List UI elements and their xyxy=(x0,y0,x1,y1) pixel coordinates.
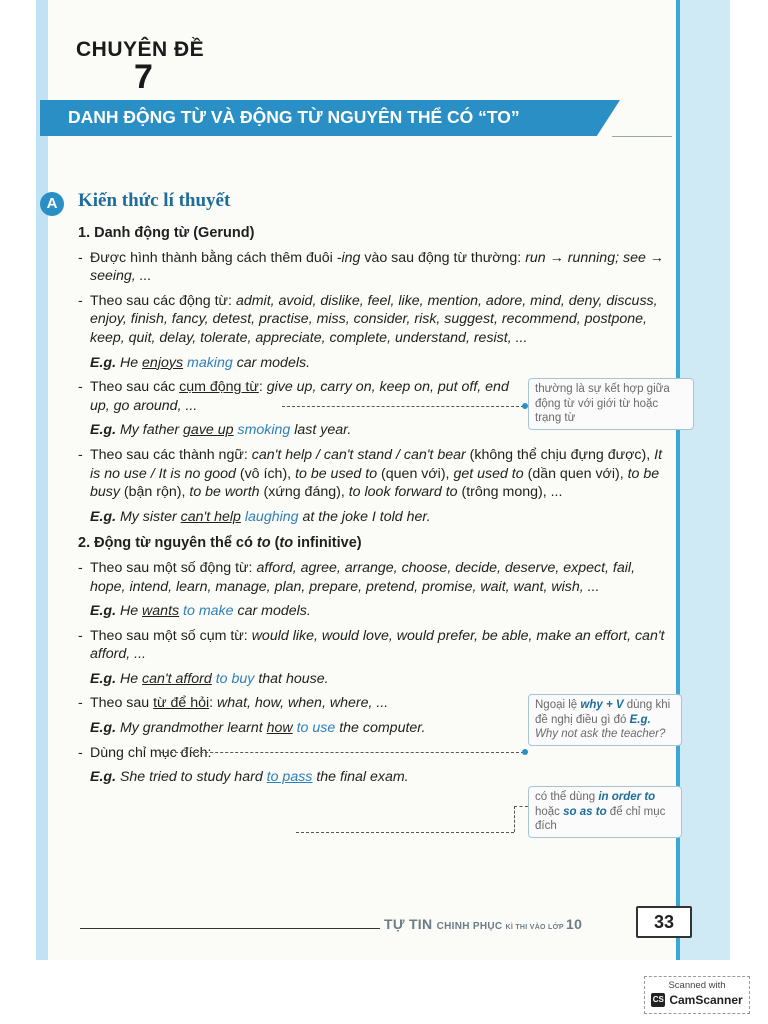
list-item xyxy=(78,627,674,664)
list-item xyxy=(78,249,674,286)
chapter-number: 7 xyxy=(134,58,153,96)
eg-label: E.g. xyxy=(90,508,117,525)
text: dùng khi đề nghị điều gì đó xyxy=(535,699,671,726)
eg-label: E.g. xyxy=(90,603,117,620)
eg-label: E.g. xyxy=(90,422,117,439)
text: CHINH PHỤC xyxy=(436,921,506,932)
text: car models. xyxy=(233,603,311,620)
text: making xyxy=(183,354,233,371)
text: TỰ TIN xyxy=(384,916,437,932)
footer-brand xyxy=(384,916,582,932)
text: the computer. xyxy=(335,720,426,737)
text: hoặc xyxy=(535,805,564,818)
text: Theo sau các xyxy=(90,379,180,396)
text: He xyxy=(116,603,143,620)
text: để chỉ mục đích xyxy=(535,805,666,832)
camscanner-watermark xyxy=(644,976,750,1014)
text: gave up xyxy=(183,422,234,439)
text: KÌ THI VÀO LỚP xyxy=(505,924,566,931)
left-margin-strip xyxy=(36,0,48,960)
example xyxy=(78,670,674,689)
text: Theo sau các thành ngữ: xyxy=(90,446,252,463)
text: từ để hỏi xyxy=(153,695,210,712)
text: enjoys xyxy=(142,354,184,371)
text: to use xyxy=(292,720,336,737)
part2-heading xyxy=(78,534,674,553)
section-badge: A xyxy=(40,192,64,216)
text: to be worth xyxy=(189,484,260,501)
note-connector xyxy=(514,806,515,832)
example xyxy=(78,602,674,621)
text: cụm động từ xyxy=(179,379,259,396)
note-connector xyxy=(282,406,524,407)
text: He xyxy=(116,670,143,687)
text: in order to xyxy=(598,791,656,803)
text: (bận rộn), xyxy=(119,484,190,501)
title-underline xyxy=(612,114,672,137)
note-connector xyxy=(296,832,514,833)
text: Ngoại lệ xyxy=(535,699,581,711)
text: why + V xyxy=(580,699,624,711)
camscanner-brand xyxy=(645,993,749,1007)
text: My sister xyxy=(116,508,181,525)
list-item xyxy=(78,559,674,596)
eg-label: E.g. xyxy=(90,354,117,371)
text: Theo sau các động từ: xyxy=(90,292,236,309)
text: would like, would love, would prefer, be able, make an effort, can't afford, ... xyxy=(90,627,665,663)
text: Scanned with xyxy=(668,980,726,991)
text: can't help / can't stand / can't bear xyxy=(251,446,466,463)
text: Được hình thành bằng cách thêm đuôi xyxy=(90,249,337,266)
page-number: 33 xyxy=(636,906,692,938)
text: It is no use / It is no good xyxy=(90,446,663,482)
text: car models. xyxy=(232,354,311,371)
chapter-label: CHUYÊN ĐỀ xyxy=(76,38,205,61)
part1-heading: 1. Danh động từ (Gerund) xyxy=(78,225,255,241)
text: CamScanner xyxy=(669,993,743,1007)
text: ( xyxy=(270,535,280,552)
text: (quen với), xyxy=(377,465,454,482)
text: the final exam. xyxy=(312,769,409,786)
text: Theo sau một số động từ: xyxy=(90,559,257,576)
text: Why not ask the teacher? xyxy=(535,728,666,740)
text: to look forward to xyxy=(348,484,458,501)
text: 2. Động từ nguyên thể có xyxy=(78,535,257,552)
note-phrasal-verbs: thường là sự kết hợp giữa động từ với giới từ hoặc trạng từ xyxy=(528,378,694,430)
footer-rule xyxy=(80,928,380,929)
text: last year. xyxy=(290,422,352,439)
text: Dùng chỉ mục đích: xyxy=(90,744,212,761)
text: (xứng đáng), xyxy=(259,484,349,501)
text: what, how, when, where, ... xyxy=(217,695,389,712)
note-connector xyxy=(160,752,524,753)
text: give up, carry on, keep on, put off, end up, go around, ... xyxy=(90,379,509,414)
note-connector xyxy=(514,806,528,807)
eg-label: E.g. xyxy=(90,670,117,687)
list-item xyxy=(78,446,674,502)
text: run → running; see → seeing, ... xyxy=(90,249,664,285)
text: (không thể chịu đựng được), xyxy=(465,446,655,463)
chapter-title: DANH ĐỘNG TỪ VÀ ĐỘNG TỪ NGUYÊN THỂ CÓ “TO” xyxy=(68,107,520,127)
text: afford, agree, arrange, choose, decide, deserve, expect, fail, hope, intend, learn, manage, plan, prepare, pretend, promise, wait, want, wish, ... xyxy=(90,559,636,595)
text: -ing xyxy=(336,249,361,266)
text: to xyxy=(279,535,294,552)
text: infinitive) xyxy=(293,535,362,552)
text: Theo sau một số cụm từ: xyxy=(90,627,252,644)
text: (vô ích), xyxy=(235,465,296,482)
text: She tried to study hard xyxy=(116,769,267,786)
text: He xyxy=(116,354,143,371)
list-item xyxy=(78,292,674,348)
text: 10 xyxy=(565,916,583,932)
text: admit, avoid, dislike, feel, like, mention, adore, mind, deny, discuss, enjoy, finish, fancy, detest, practise, miss, consider, risk, suggest, recommend, postpone, keep, quit, delay, tolerate, appreciate, complete, understand, resist, ... xyxy=(90,292,658,346)
text: có thể dùng xyxy=(535,791,599,803)
text: (trông mong), ... xyxy=(457,484,563,501)
text: how xyxy=(266,720,293,737)
text: get used to xyxy=(453,465,524,482)
text: to be busy xyxy=(90,465,660,501)
camscanner-logo-icon: CS xyxy=(651,993,665,1007)
list-item xyxy=(78,378,530,415)
text: (dần quen với), xyxy=(523,465,628,482)
text: so as to xyxy=(563,805,607,818)
right-margin-strip xyxy=(680,0,730,960)
eg-label: E.g. xyxy=(90,769,117,786)
text: vào sau động từ thường: xyxy=(360,249,526,266)
text: E.g. xyxy=(629,713,651,726)
note-purpose xyxy=(528,786,682,838)
text: at the joke I told her. xyxy=(298,508,431,525)
text: to pass xyxy=(266,769,313,786)
text: can't help xyxy=(180,508,241,525)
example xyxy=(78,508,674,527)
text: Theo sau xyxy=(90,695,154,712)
text: to make xyxy=(179,603,234,620)
section-title: Kiến thức lí thuyết xyxy=(78,190,231,211)
note-why-exception xyxy=(528,694,682,746)
connector-dot xyxy=(522,749,528,755)
text: to xyxy=(256,535,271,552)
text: : xyxy=(209,695,218,712)
text: laughing xyxy=(240,508,299,525)
text: My father xyxy=(116,422,184,439)
text: My grandmother learnt xyxy=(116,720,267,737)
text: to be used to xyxy=(295,465,378,482)
text: can't afford xyxy=(142,670,212,687)
example xyxy=(78,768,674,787)
text: to buy xyxy=(211,670,255,687)
text: that house. xyxy=(254,670,329,687)
text: : xyxy=(258,379,267,396)
text: wants xyxy=(142,603,180,620)
text: smoking xyxy=(233,422,291,439)
example xyxy=(78,354,674,373)
eg-label: E.g. xyxy=(90,720,117,737)
